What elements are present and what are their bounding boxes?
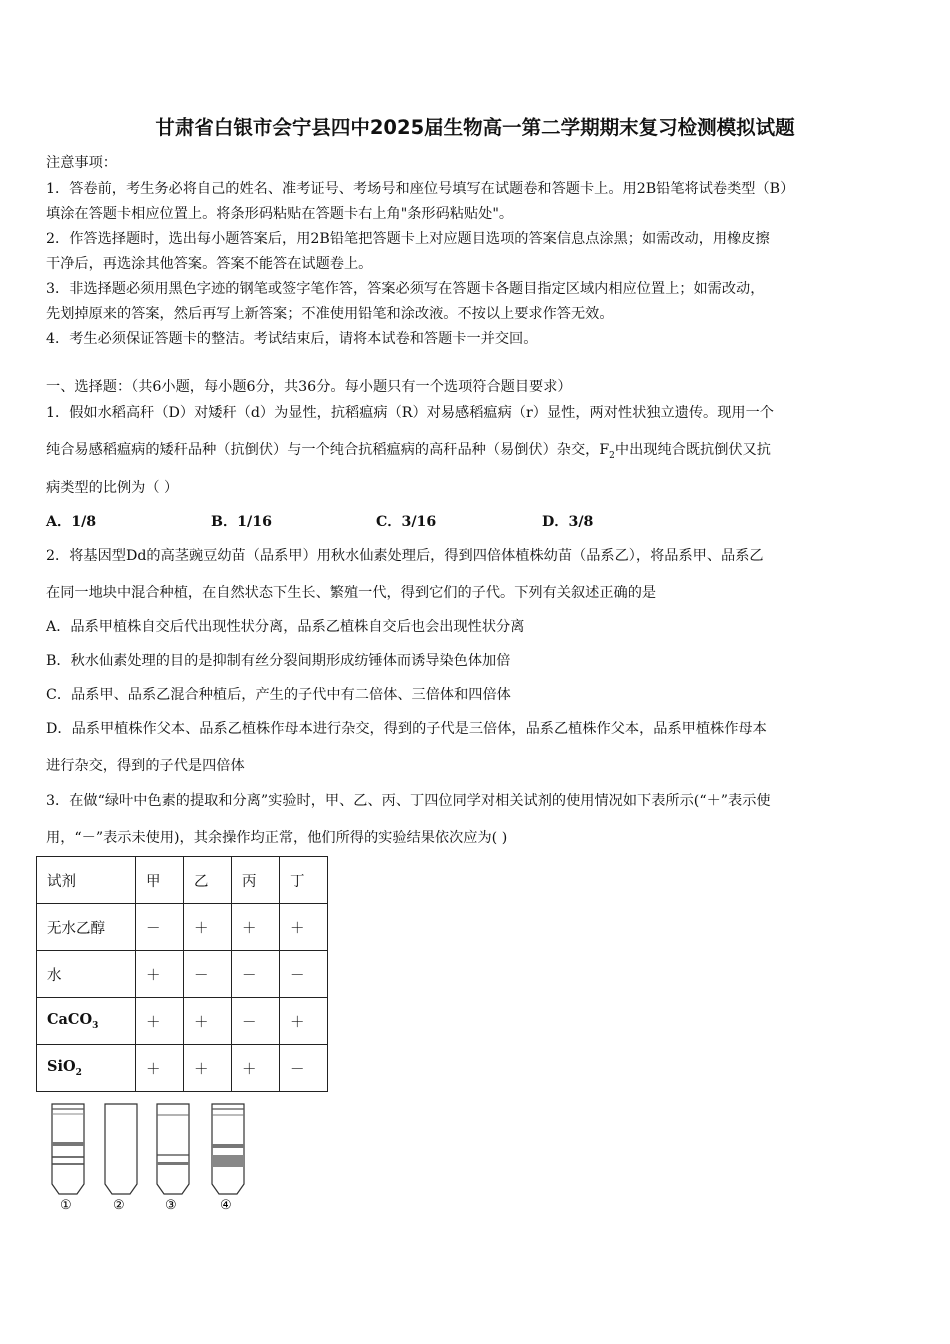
table-header-cell: 丙 [232, 857, 280, 904]
tube-label-3: ③ [165, 1198, 177, 1213]
table-cell: ＋ [184, 998, 232, 1045]
tube-label-4: ④ [220, 1198, 232, 1213]
table-row [37, 1045, 328, 1092]
notice-line: 填涂在答题卡相应位置上。将条形码粘贴在答题卡右上角"条形码粘贴处"。 [46, 206, 514, 222]
q2-option-c[interactable]: C．品系甲、品系乙混合种植后，产生的子代中有二倍体、三倍体和四倍体 [46, 687, 511, 703]
table-cell: ＋ [280, 998, 328, 1045]
question-2-text: 2．将基因型Dd的高茎豌豆幼苗（品系甲）用秋水仙素处理后，得到四倍体植株幼苗（品系乙），将品系甲、品系乙 [46, 548, 764, 564]
question-3-text: 3．在做“绿叶中色素的提取和分离”实验时，甲、乙、丙、丁四位同学对相关试剂的使用情况如下表所示(“＋”表示使 [46, 793, 771, 809]
tube-4 [212, 1104, 244, 1194]
table-cell: ＋ [184, 1045, 232, 1092]
reagent-name: 无水乙醇 [37, 904, 136, 951]
table-row [37, 904, 328, 951]
q2-option-a[interactable]: A．品系甲植株自交后代出现性状分离，品系乙植株自交后也会出现性状分离 [46, 619, 525, 635]
notice-heading: 注意事项： [46, 155, 117, 171]
table-cell: ＋ [184, 904, 232, 951]
tube-2 [105, 1104, 137, 1194]
table-cell: － [232, 998, 280, 1045]
notice-line: 4．考生必须保证答题卡的整洁。考试结束后，请将本试卷和答题卡一并交回。 [46, 331, 538, 347]
table-header-cell: 乙 [184, 857, 232, 904]
q1-option-c[interactable]: C．3/16 [376, 514, 437, 530]
notice-line: 干净后，再选涂其他答案。答案不能答在试题卷上。 [46, 256, 373, 272]
table-cell: － [280, 1045, 328, 1092]
table-cell: ＋ [232, 904, 280, 951]
notice-line: 2．作答选择题时，选出每小题答案后，用2B铅笔把答题卡上对应题目选项的答案信息点涂黑；如需改动，用橡皮擦 [46, 231, 770, 247]
table-header-cell: 试剂 [37, 857, 136, 904]
reagent-table [36, 856, 328, 1092]
tube-label-1: ① [60, 1198, 72, 1213]
notice-line: 3．非选择题必须用黑色字迹的钢笔或签字笔作答，答案必须写在答题卡各题目指定区域内相应位置上；如需改动， [46, 281, 765, 297]
table-cell: ＋ [136, 951, 184, 998]
q2-option-d-cont: 进行杂交，得到的子代是四倍体 [46, 758, 245, 774]
page-title: 甘肃省白银市会宁县四中2025届生物高一第二学期期末复习检测模拟试题 [155, 116, 795, 139]
q1-option-d[interactable]: D．3/8 [542, 514, 594, 530]
table-cell: ＋ [280, 904, 328, 951]
tube-1 [52, 1104, 84, 1194]
q1-option-b[interactable]: B．1/16 [211, 514, 272, 530]
reagent-name: CaCO$_3$ [37, 998, 136, 1045]
table-row [37, 998, 328, 1045]
reagent-name: SiO$_2$ [37, 1045, 136, 1092]
reagent-name: 水 [37, 951, 136, 998]
table-cell: － [184, 951, 232, 998]
table-header-cell: 甲 [136, 857, 184, 904]
question-1-text: 病类型的比例为（ ） [46, 480, 179, 496]
table-cell: － [280, 951, 328, 998]
section-heading: 一、选择题：（共6小题，每小题6分，共36分。每小题只有一个选项符合题目要求） [46, 379, 572, 395]
question-1-text: 1．假如水稻高秆（D）对矮秆（d）为显性，抗稻瘟病（R）对易感稻瘟病（r）显性，两对性状独立遗传。现用一个 [46, 405, 774, 421]
tube-label-2: ② [113, 1198, 125, 1213]
table-header-row [37, 857, 328, 904]
table-cell: － [232, 951, 280, 998]
table-header-cell: 丁 [280, 857, 328, 904]
q1-option-a[interactable]: A．1/8 [46, 514, 97, 530]
question-3-text: 用，“－”表示未使用)，其余操作均正常，他们所得的实验结果依次应为( ) [46, 830, 508, 846]
question-1-text: 纯合易感稻瘟病的矮秆品种（抗倒伏）与一个纯合抗稻瘟病的高秆品种（易倒伏）杂交，$F_2$中出现纯合既抗倒伏又抗 [46, 442, 771, 461]
tube-3 [157, 1104, 189, 1194]
table-cell: ＋ [232, 1045, 280, 1092]
notice-line: 1．答卷前，考生务必将自己的姓名、准考证号、考场号和座位号填写在试题卷和答题卡上。用2B铅笔将试卷类型（B） [46, 181, 795, 197]
table-cell: ＋ [136, 1045, 184, 1092]
q2-option-b[interactable]: B．秋水仙素处理的目的是抑制有丝分裂间期形成纺锤体而诱导染色体加倍 [46, 653, 511, 669]
notice-line: 先划掉原来的答案，然后再写上新答案；不准使用铅笔和涂改液。不按以上要求作答无效。 [46, 306, 614, 322]
table-row [37, 951, 328, 998]
question-2-text: 在同一地块中混合种植，在自然状态下生长、繁殖一代，得到它们的子代。下列有关叙述正确的是 [46, 585, 657, 601]
table-cell: ＋ [136, 998, 184, 1045]
chromatography-figure [44, 1098, 264, 1216]
q2-option-d[interactable]: D．品系甲植株作父本、品系乙植株作母本进行杂交，得到的子代是三倍体，品系乙植株作父本，品系甲植株作母本 [46, 721, 767, 737]
table-cell: － [136, 904, 184, 951]
